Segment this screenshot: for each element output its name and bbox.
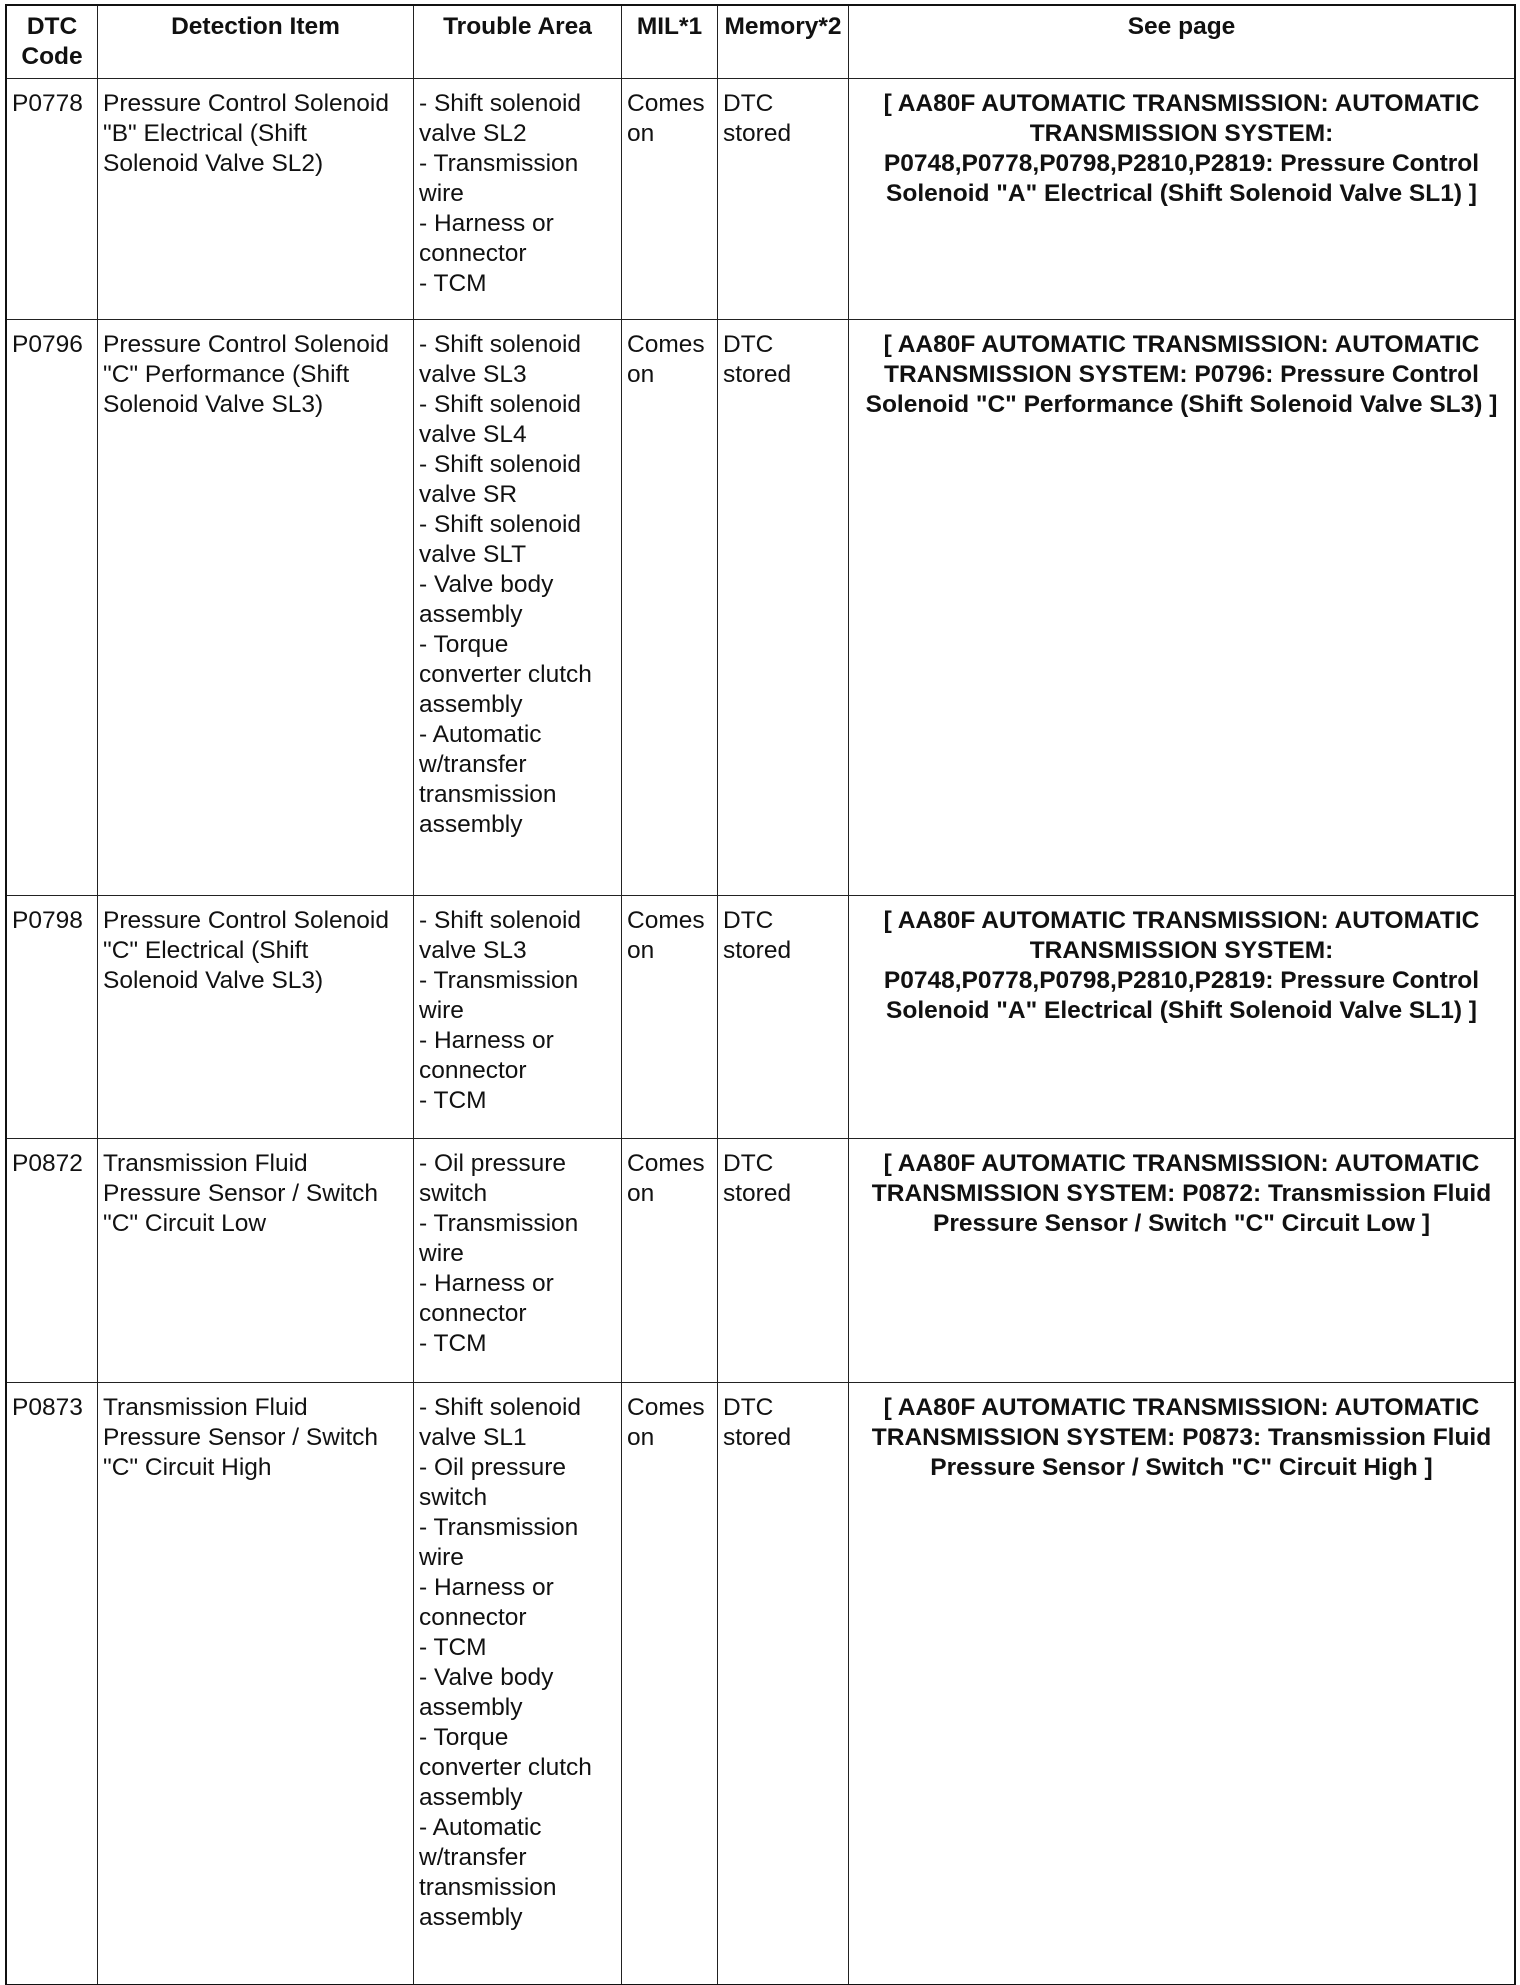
see-page-cell: [ AA80F AUTOMATIC TRANSMISSION: AUTOMATIC TRANSMISSION SYSTEM: P0873: Transmission Fluid Pressure Sensor / Switch "C" Circuit High ] (849, 1383, 1515, 1985)
dtc-code-cell: P0873 (7, 1383, 98, 1985)
trouble-area-item: - Oil pressure switch (419, 1150, 567, 1207)
trouble-area-cell (414, 1383, 622, 1985)
table-row (7, 320, 1515, 896)
trouble-area-item: - Shift solenoid valve SL2 (419, 90, 582, 147)
trouble-area-item: - Oil pressure switch (419, 1454, 567, 1511)
detection-item-cell: Pressure Control Solenoid "C" Performance (Shift Solenoid Valve SL3) (98, 320, 414, 896)
trouble-area-item: - Shift solenoid valve SL3 (419, 907, 582, 964)
memory-cell: DTC stored (718, 1139, 849, 1383)
trouble-area-item: - Automatic w/transfer transmission assembly (419, 721, 557, 838)
mil-cell: Comes on (622, 1383, 718, 1985)
trouble-area-item: - Shift solenoid valve SLT (419, 511, 582, 568)
trouble-area-item: - Shift solenoid valve SL1 (419, 1394, 582, 1451)
trouble-area-cell (414, 79, 622, 320)
detection-item-cell: Pressure Control Solenoid "C" Electrical (Shift Solenoid Valve SL3) (98, 896, 414, 1139)
table-row (7, 1139, 1515, 1383)
trouble-area-item: - Harness or connector (419, 1027, 554, 1084)
header-see-page: See page (849, 6, 1515, 79)
mil-cell: Comes on (622, 320, 718, 896)
table-row (7, 79, 1515, 320)
dtc-code-cell: P0778 (7, 79, 98, 320)
memory-cell: DTC stored (718, 320, 849, 896)
trouble-area-item: - Shift solenoid valve SL3 (419, 331, 582, 388)
trouble-area-item: - Shift solenoid valve SR (419, 451, 582, 508)
trouble-area-item: - Automatic w/transfer transmission assembly (419, 1814, 557, 1931)
header-detection-item: Detection Item (98, 6, 414, 79)
trouble-area-item: - TCM (419, 1087, 487, 1114)
table-body (7, 79, 1515, 1985)
dtc-code-cell: P0798 (7, 896, 98, 1139)
trouble-area-item: - Torque converter clutch assembly (419, 1724, 592, 1811)
trouble-area-cell (414, 320, 622, 896)
dtc-table (6, 5, 1515, 1985)
trouble-area-item: - TCM (419, 1634, 487, 1661)
trouble-area-item: - Valve body assembly (419, 1664, 554, 1721)
memory-cell: DTC stored (718, 896, 849, 1139)
header-row (7, 6, 1515, 79)
trouble-area-item: - Harness or connector (419, 1270, 554, 1327)
mil-cell: Comes on (622, 896, 718, 1139)
trouble-area-item: - Transmission wire (419, 967, 579, 1024)
trouble-area-item: - Harness or connector (419, 1574, 554, 1631)
trouble-area-item: - TCM (419, 1330, 487, 1357)
memory-cell: DTC stored (718, 79, 849, 320)
detection-item-cell: Transmission Fluid Pressure Sensor / Switch "C" Circuit Low (98, 1139, 414, 1383)
table-row (7, 896, 1515, 1139)
see-page-cell: [ AA80F AUTOMATIC TRANSMISSION: AUTOMATIC TRANSMISSION SYSTEM: P0796: Pressure Control Solenoid "C" Performance (Shift Solenoid Valve SL3) ] (849, 320, 1515, 896)
dtc-code-cell: P0872 (7, 1139, 98, 1383)
trouble-area-cell (414, 896, 622, 1139)
header-mil: MIL*1 (622, 6, 718, 79)
detection-item-cell: Transmission Fluid Pressure Sensor / Switch "C" Circuit High (98, 1383, 414, 1985)
header-dtc-code: DTC Code (7, 6, 98, 79)
memory-cell: DTC stored (718, 1383, 849, 1985)
dtc-code-cell: P0796 (7, 320, 98, 896)
trouble-area-item: - TCM (419, 270, 487, 297)
trouble-area-item: - Transmission wire (419, 150, 579, 207)
table-row (7, 1383, 1515, 1985)
mil-cell: Comes on (622, 1139, 718, 1383)
trouble-area-cell (414, 1139, 622, 1383)
detection-item-cell: Pressure Control Solenoid "B" Electrical (Shift Solenoid Valve SL2) (98, 79, 414, 320)
trouble-area-item: - Valve body assembly (419, 571, 554, 628)
trouble-area-item: - Torque converter clutch assembly (419, 631, 592, 718)
header-trouble-area: Trouble Area (414, 6, 622, 79)
trouble-area-item: - Shift solenoid valve SL4 (419, 391, 582, 448)
see-page-cell: [ AA80F AUTOMATIC TRANSMISSION: AUTOMATIC TRANSMISSION SYSTEM: P0748,P0778,P0798,P2810,P2819: Pressure Control Solenoid "A" Electrical (Shift Solenoid Valve SL1) ] (849, 896, 1515, 1139)
header-memory: Memory*2 (718, 6, 849, 79)
trouble-area-item: - Harness or connector (419, 210, 554, 267)
mil-cell: Comes on (622, 79, 718, 320)
trouble-area-item: - Transmission wire (419, 1514, 579, 1571)
trouble-area-item: - Transmission wire (419, 1210, 579, 1267)
see-page-cell: [ AA80F AUTOMATIC TRANSMISSION: AUTOMATIC TRANSMISSION SYSTEM: P0748,P0778,P0798,P2810,P2819: Pressure Control Solenoid "A" Electrical (Shift Solenoid Valve SL1) ] (849, 79, 1515, 320)
see-page-cell: [ AA80F AUTOMATIC TRANSMISSION: AUTOMATIC TRANSMISSION SYSTEM: P0872: Transmission Fluid Pressure Sensor / Switch "C" Circuit Low ] (849, 1139, 1515, 1383)
